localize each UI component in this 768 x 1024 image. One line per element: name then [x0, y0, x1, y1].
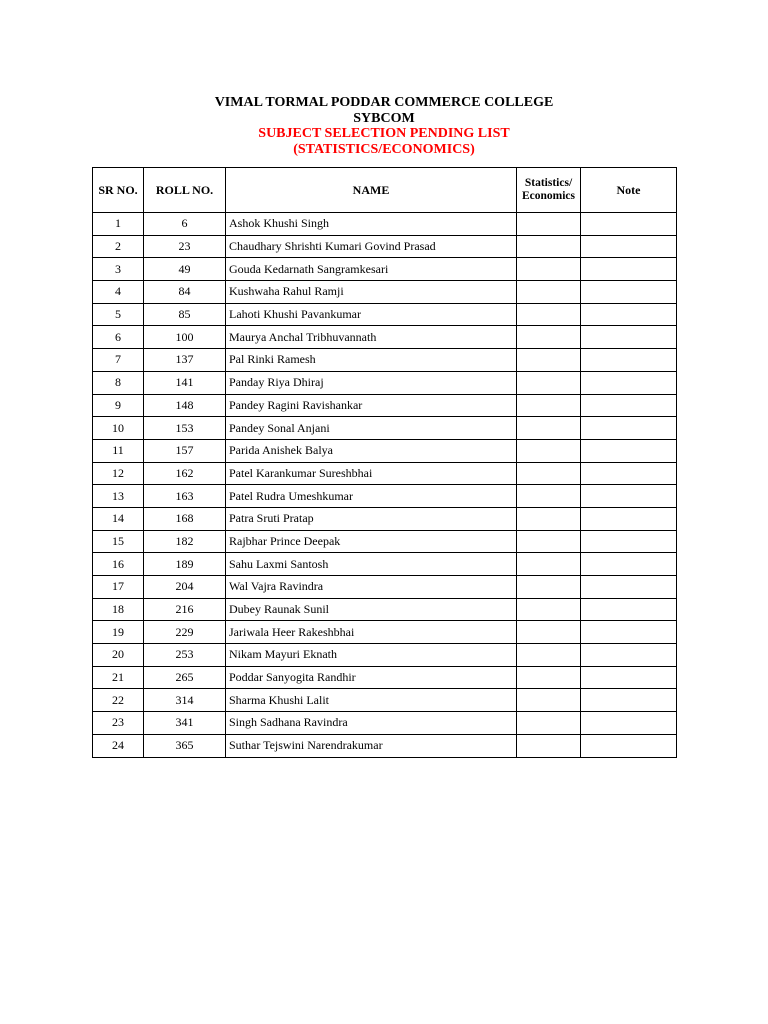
- sr-no-cell: 10: [93, 417, 144, 440]
- name-cell: Wal Vajra Ravindra: [226, 576, 517, 599]
- name-cell: Lahoti Khushi Pavankumar: [226, 303, 517, 326]
- college-name: VIMAL TORMAL PODDAR COMMERCE COLLEGE: [214, 95, 554, 110]
- note-cell: [581, 258, 677, 281]
- roll-no-cell: 23: [144, 235, 226, 258]
- note-cell: [581, 439, 677, 462]
- subject-cell: [517, 213, 581, 236]
- sr-no-cell: 8: [93, 371, 144, 394]
- note-cell: [581, 417, 677, 440]
- roll-no-cell: 204: [144, 576, 226, 599]
- pending-list-table: [92, 167, 677, 758]
- sr-no-cell: 18: [93, 598, 144, 621]
- sr-no-cell: 7: [93, 349, 144, 372]
- subject-cell: [517, 734, 581, 757]
- subject-cell: [517, 712, 581, 735]
- subject-cell: [517, 235, 581, 258]
- table-row: [93, 734, 677, 757]
- roll-no-cell: 153: [144, 417, 226, 440]
- note-cell: [581, 303, 677, 326]
- table-row: [93, 235, 677, 258]
- name-cell: Chaudhary Shrishti Kumari Govind Prasad: [226, 235, 517, 258]
- note-cell: [581, 235, 677, 258]
- table-row: [93, 303, 677, 326]
- table-row: [93, 644, 677, 667]
- note-cell: [581, 553, 677, 576]
- table-row: [93, 666, 677, 689]
- roll-no-cell: 168: [144, 507, 226, 530]
- subject-cell: [517, 462, 581, 485]
- table-row: [93, 417, 677, 440]
- note-cell: [581, 507, 677, 530]
- roll-no-cell: 163: [144, 485, 226, 508]
- name-cell: Patra Sruti Pratap: [226, 507, 517, 530]
- name-cell: Kushwaha Rahul Ramji: [226, 281, 517, 304]
- table-row: [93, 598, 677, 621]
- table-row: [93, 258, 677, 281]
- name-cell: Patel Rudra Umeshkumar: [226, 485, 517, 508]
- roll-no-cell: 100: [144, 326, 226, 349]
- name-cell: Patel Karankumar Sureshbhai: [226, 462, 517, 485]
- sr-no-cell: 23: [93, 712, 144, 735]
- roll-no-cell: 253: [144, 644, 226, 667]
- column-header-name: NAME: [226, 168, 517, 213]
- list-title: SUBJECT SELECTION PENDING LIST: [258, 126, 510, 141]
- list-subtitle: (STATISTICS/ECONOMICS): [293, 141, 475, 157]
- note-cell: [581, 530, 677, 553]
- note-cell: [581, 689, 677, 712]
- roll-no-cell: 265: [144, 666, 226, 689]
- table-body: [93, 213, 677, 758]
- sr-no-cell: 20: [93, 644, 144, 667]
- roll-no-cell: 229: [144, 621, 226, 644]
- sr-no-cell: 9: [93, 394, 144, 417]
- sr-no-cell: 15: [93, 530, 144, 553]
- subject-cell: [517, 439, 581, 462]
- sr-no-cell: 11: [93, 439, 144, 462]
- roll-no-cell: 365: [144, 734, 226, 757]
- subject-cell: [517, 644, 581, 667]
- sr-no-cell: 24: [93, 734, 144, 757]
- subject-cell: [517, 326, 581, 349]
- sr-no-cell: 2: [93, 235, 144, 258]
- note-cell: [581, 576, 677, 599]
- sr-no-cell: 12: [93, 462, 144, 485]
- roll-no-cell: 314: [144, 689, 226, 712]
- roll-no-cell: 341: [144, 712, 226, 735]
- note-cell: [581, 462, 677, 485]
- note-cell: [581, 349, 677, 372]
- subject-cell: [517, 349, 581, 372]
- sr-no-cell: 5: [93, 303, 144, 326]
- note-cell: [581, 644, 677, 667]
- table-row: [93, 326, 677, 349]
- name-cell: Pandey Ragini Ravishankar: [226, 394, 517, 417]
- sr-no-cell: 22: [93, 689, 144, 712]
- table-row: [93, 394, 677, 417]
- subject-cell: [517, 598, 581, 621]
- name-cell: Pal Rinki Ramesh: [226, 349, 517, 372]
- sr-no-cell: 1: [93, 213, 144, 236]
- roll-no-cell: 6: [144, 213, 226, 236]
- name-cell: Parida Anishek Balya: [226, 439, 517, 462]
- note-cell: [581, 734, 677, 757]
- subject-cell: [517, 553, 581, 576]
- roll-no-cell: 49: [144, 258, 226, 281]
- note-cell: [581, 598, 677, 621]
- column-header-subject: Statistics/ Economics: [517, 168, 581, 213]
- sr-no-cell: 21: [93, 666, 144, 689]
- subject-cell: [517, 371, 581, 394]
- table-header-row: [93, 168, 677, 213]
- note-cell: [581, 666, 677, 689]
- note-cell: [581, 394, 677, 417]
- name-cell: Jariwala Heer Rakeshbhai: [226, 621, 517, 644]
- note-cell: [581, 621, 677, 644]
- name-cell: Gouda Kedarnath Sangramkesari: [226, 258, 517, 281]
- table-row: [93, 371, 677, 394]
- name-cell: Maurya Anchal Tribhuvannath: [226, 326, 517, 349]
- note-cell: [581, 485, 677, 508]
- roll-no-cell: 182: [144, 530, 226, 553]
- name-cell: Dubey Raunak Sunil: [226, 598, 517, 621]
- sr-no-cell: 17: [93, 576, 144, 599]
- sr-no-cell: 6: [93, 326, 144, 349]
- subject-cell: [517, 689, 581, 712]
- column-header-roll-no: ROLL NO.: [144, 168, 226, 213]
- note-cell: [581, 213, 677, 236]
- table-row: [93, 507, 677, 530]
- subject-cell: [517, 303, 581, 326]
- note-cell: [581, 712, 677, 735]
- subject-cell: [517, 485, 581, 508]
- subject-cell: [517, 666, 581, 689]
- table-row: [93, 712, 677, 735]
- subject-cell: [517, 258, 581, 281]
- note-cell: [581, 371, 677, 394]
- sr-no-cell: 19: [93, 621, 144, 644]
- roll-no-cell: 189: [144, 553, 226, 576]
- table-row: [93, 462, 677, 485]
- table-row: [93, 530, 677, 553]
- roll-no-cell: 141: [144, 371, 226, 394]
- note-cell: [581, 281, 677, 304]
- roll-no-cell: 148: [144, 394, 226, 417]
- name-cell: Singh Sadhana Ravindra: [226, 712, 517, 735]
- roll-no-cell: 162: [144, 462, 226, 485]
- name-cell: Ashok Khushi Singh: [226, 213, 517, 236]
- sr-no-cell: 16: [93, 553, 144, 576]
- table-row: [93, 213, 677, 236]
- name-cell: Sharma Khushi Lalit: [226, 689, 517, 712]
- table-row: [93, 281, 677, 304]
- table-row: [93, 485, 677, 508]
- table-row: [93, 349, 677, 372]
- roll-no-cell: 216: [144, 598, 226, 621]
- sr-no-cell: 13: [93, 485, 144, 508]
- name-cell: Pandey Sonal Anjani: [226, 417, 517, 440]
- subject-cell: [517, 530, 581, 553]
- roll-no-cell: 137: [144, 349, 226, 372]
- note-cell: [581, 326, 677, 349]
- column-header-note: Note: [581, 168, 677, 213]
- subject-cell: [517, 281, 581, 304]
- column-header-sr-no: SR NO.: [93, 168, 144, 213]
- name-cell: Sahu Laxmi Santosh: [226, 553, 517, 576]
- table-row: [93, 439, 677, 462]
- subject-cell: [517, 417, 581, 440]
- subject-cell: [517, 621, 581, 644]
- subject-cell: [517, 576, 581, 599]
- class-name: SYBCOM: [353, 110, 415, 126]
- sr-no-cell: 3: [93, 258, 144, 281]
- name-cell: Nikam Mayuri Eknath: [226, 644, 517, 667]
- sr-no-cell: 4: [93, 281, 144, 304]
- table-row: [93, 576, 677, 599]
- table-row: [93, 621, 677, 644]
- document-header: [0, 95, 768, 157]
- name-cell: Panday Riya Dhiraj: [226, 371, 517, 394]
- roll-no-cell: 85: [144, 303, 226, 326]
- roll-no-cell: 157: [144, 439, 226, 462]
- sr-no-cell: 14: [93, 507, 144, 530]
- name-cell: Rajbhar Prince Deepak: [226, 530, 517, 553]
- subject-cell: [517, 394, 581, 417]
- table-row: [93, 553, 677, 576]
- name-cell: Poddar Sanyogita Randhir: [226, 666, 517, 689]
- roll-no-cell: 84: [144, 281, 226, 304]
- subject-cell: [517, 507, 581, 530]
- table-row: [93, 689, 677, 712]
- name-cell: Suthar Tejswini Narendrakumar: [226, 734, 517, 757]
